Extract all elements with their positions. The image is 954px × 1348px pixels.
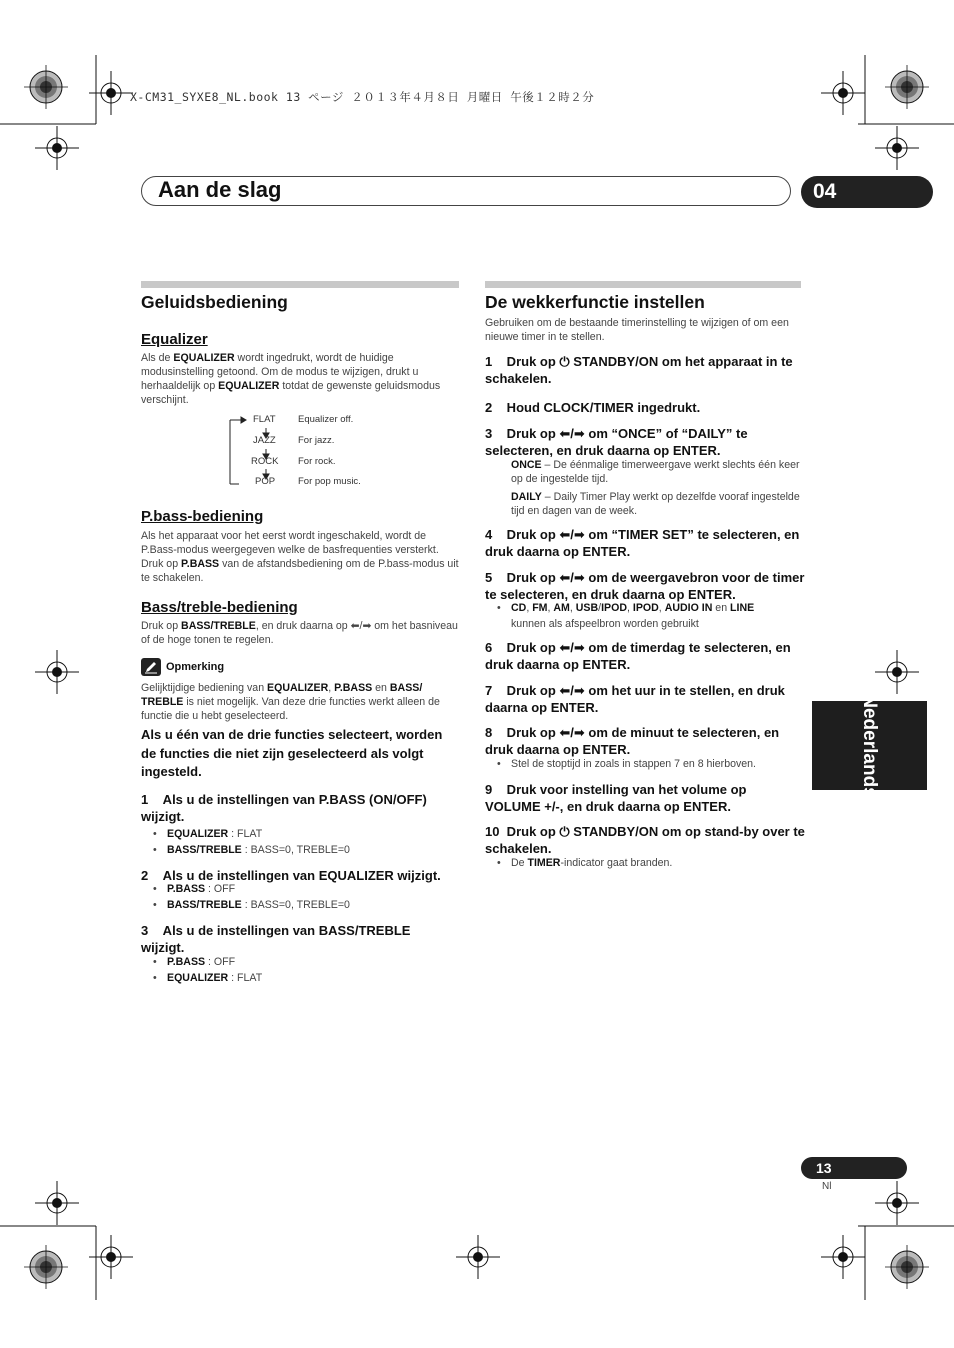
page-number: 13	[801, 1157, 907, 1179]
equalizer-heading: Equalizer	[141, 331, 208, 348]
right-step-10: 10 Druk op ⏻ STANDBY/ON om op stand-by over te schakelen.	[485, 824, 805, 856]
left-step-1-bullets: • EQUALIZER : FLAT • BASS/TREBLE : BASS=0, TREBLE=0	[141, 827, 350, 858]
right-step-10-bullets: • De TIMER-indicator gaat branden.	[485, 856, 803, 872]
section-title: Geluidsbediening	[141, 292, 288, 312]
right-step-5-bullets: • CD, FM, AM, USB/IPOD, IPOD, AUDIO IN en LINE kunnen als afspeelbron worden gebruikt	[485, 601, 803, 632]
language-code: Nl	[822, 1181, 832, 1192]
eq-desc-rock: For rock.	[298, 456, 336, 467]
right-step-5: 5 Druk op ⬅/➡ om de weergavebron voor de timer te selecteren, en druk daarna op ENTER.	[485, 570, 805, 602]
daily-desc: DAILY – Daily Timer Play werkt op dezelfde vooraf ingestelde tijd en dagen van de week.	[511, 491, 800, 517]
language-side-tab	[812, 694, 927, 798]
pbass-heading: P.bass-bediening	[141, 508, 264, 525]
note-label: Opmerking	[166, 661, 225, 673]
bass-treble-heading: Bass/treble-bediening	[141, 599, 298, 616]
right-step-1: 1 Druk op ⏻ STANDBY/ON om het apparaat in te schakelen.	[485, 354, 793, 386]
left-step-2: 2 Als u de instellingen van EQUALIZER wijzigt.	[141, 868, 441, 883]
right-step-8-bullets: • Stel de stoptijd in zoals in stappen 7 en 8 hierboven.	[485, 757, 803, 773]
left-step-2-bullets: • P.BASS : OFF • BASS/TREBLE : BASS=0, TREBLE=0	[141, 882, 350, 913]
left-step-1: 1 Als u de instellingen van P.BASS (ON/OFF) wijzigt.	[141, 792, 427, 824]
right-step-2: 2 Houd CLOCK/TIMER ingedrukt.	[485, 400, 701, 415]
alarm-intro: Gebruiken om de bestaande timerinstelling te wijzigen of om een nieuwe timer in te stellen.	[485, 317, 789, 343]
bass-treble-text: Druk op BASS/TREBLE, en druk daarna op ⬅/➡ om het basniveau of de hoge tonen te regelen.	[141, 620, 458, 646]
equalizer-text: Als de EQUALIZER wordt ingedrukt, wordt de huidige modusinstelling getoond. Om de modus te wijzigen, drukt u herhaaldelijk op EQUALIZER totdat de gewenste geluidsmodus verschijnt.	[141, 352, 441, 406]
right-step-8: 8 Druk op ⬅/➡ om de minuut te selecteren, en druk daarna op ENTER.	[485, 725, 780, 757]
right-step-9: 9 Druk voor instelling van het volume op VOLUME +/-, en druk daarna op ENTER.	[485, 782, 747, 814]
eq-desc-pop: For pop music.	[298, 476, 361, 487]
eq-mode-flat: FLAT	[253, 414, 276, 425]
eq-mode-rock: ROCK	[251, 456, 279, 467]
pbass-text: Als het apparaat voor het eerst wordt ingeschakeld, wordt de P.Bass-modus weergegeven welke de basfrequenties versterkt. Druk op P.BASS van de afstandsbediening om de P.bass-modus uit te schakelen.	[141, 530, 459, 584]
language-label: Nederlands	[859, 694, 880, 798]
note-text: Gelijktijdige bediening van EQUALIZER, P.BASS en BASS/ TREBLE is niet mogelijk. Van deze drie functies werkt alleen de functie die u hebt geselecteerd.	[141, 682, 440, 722]
chapter-number: 04	[801, 176, 933, 208]
right-step-6: 6 Druk op ⬅/➡ om de timerdag te selecteren, en druk daarna op ENTER.	[485, 640, 791, 672]
file-meta-line: X-CM31_SYXE8_NL.book 13 ページ ２０１３年４月８日 月曜日 午後１２時２分	[130, 90, 595, 104]
left-step-3: 3 Als u de instellingen van BASS/TREBLE wijzigt.	[141, 923, 411, 955]
right-step-7: 7 Druk op ⬅/➡ om het uur in te stellen, en druk daarna op ENTER.	[485, 683, 785, 715]
once-desc: ONCE – De éénmalige timerweergave werkt slechts één keer op de ingestelde tijd.	[511, 459, 800, 485]
note-bold-paragraph: Als u één van de drie functies selecteert, worden de functies die niet zijn geselecteerd als volgt ingesteld.	[141, 727, 443, 779]
chapter-title: Aan de slag	[158, 177, 282, 202]
right-step-3: 3 Druk op ⬅/➡ om “ONCE” of “DAILY” te selecteren, en druk daarna op ENTER.	[485, 426, 748, 458]
section-title-alarm: De wekkerfunctie instellen	[485, 292, 705, 312]
eq-mode-pop: POP	[255, 476, 276, 487]
eq-desc-flat: Equalizer off.	[298, 414, 354, 425]
left-step-3-bullets: • P.BASS : OFF • EQUALIZER : FLAT	[141, 955, 262, 986]
note-pencil-icon	[141, 658, 161, 676]
right-step-4: 4 Druk op ⬅/➡ om “TIMER SET” te selecteren, en druk daarna op ENTER.	[485, 527, 800, 559]
eq-mode-jazz: JAZZ	[253, 435, 276, 446]
eq-desc-jazz: For jazz.	[298, 435, 335, 446]
section-bar	[485, 281, 801, 288]
section-bar	[141, 281, 459, 288]
